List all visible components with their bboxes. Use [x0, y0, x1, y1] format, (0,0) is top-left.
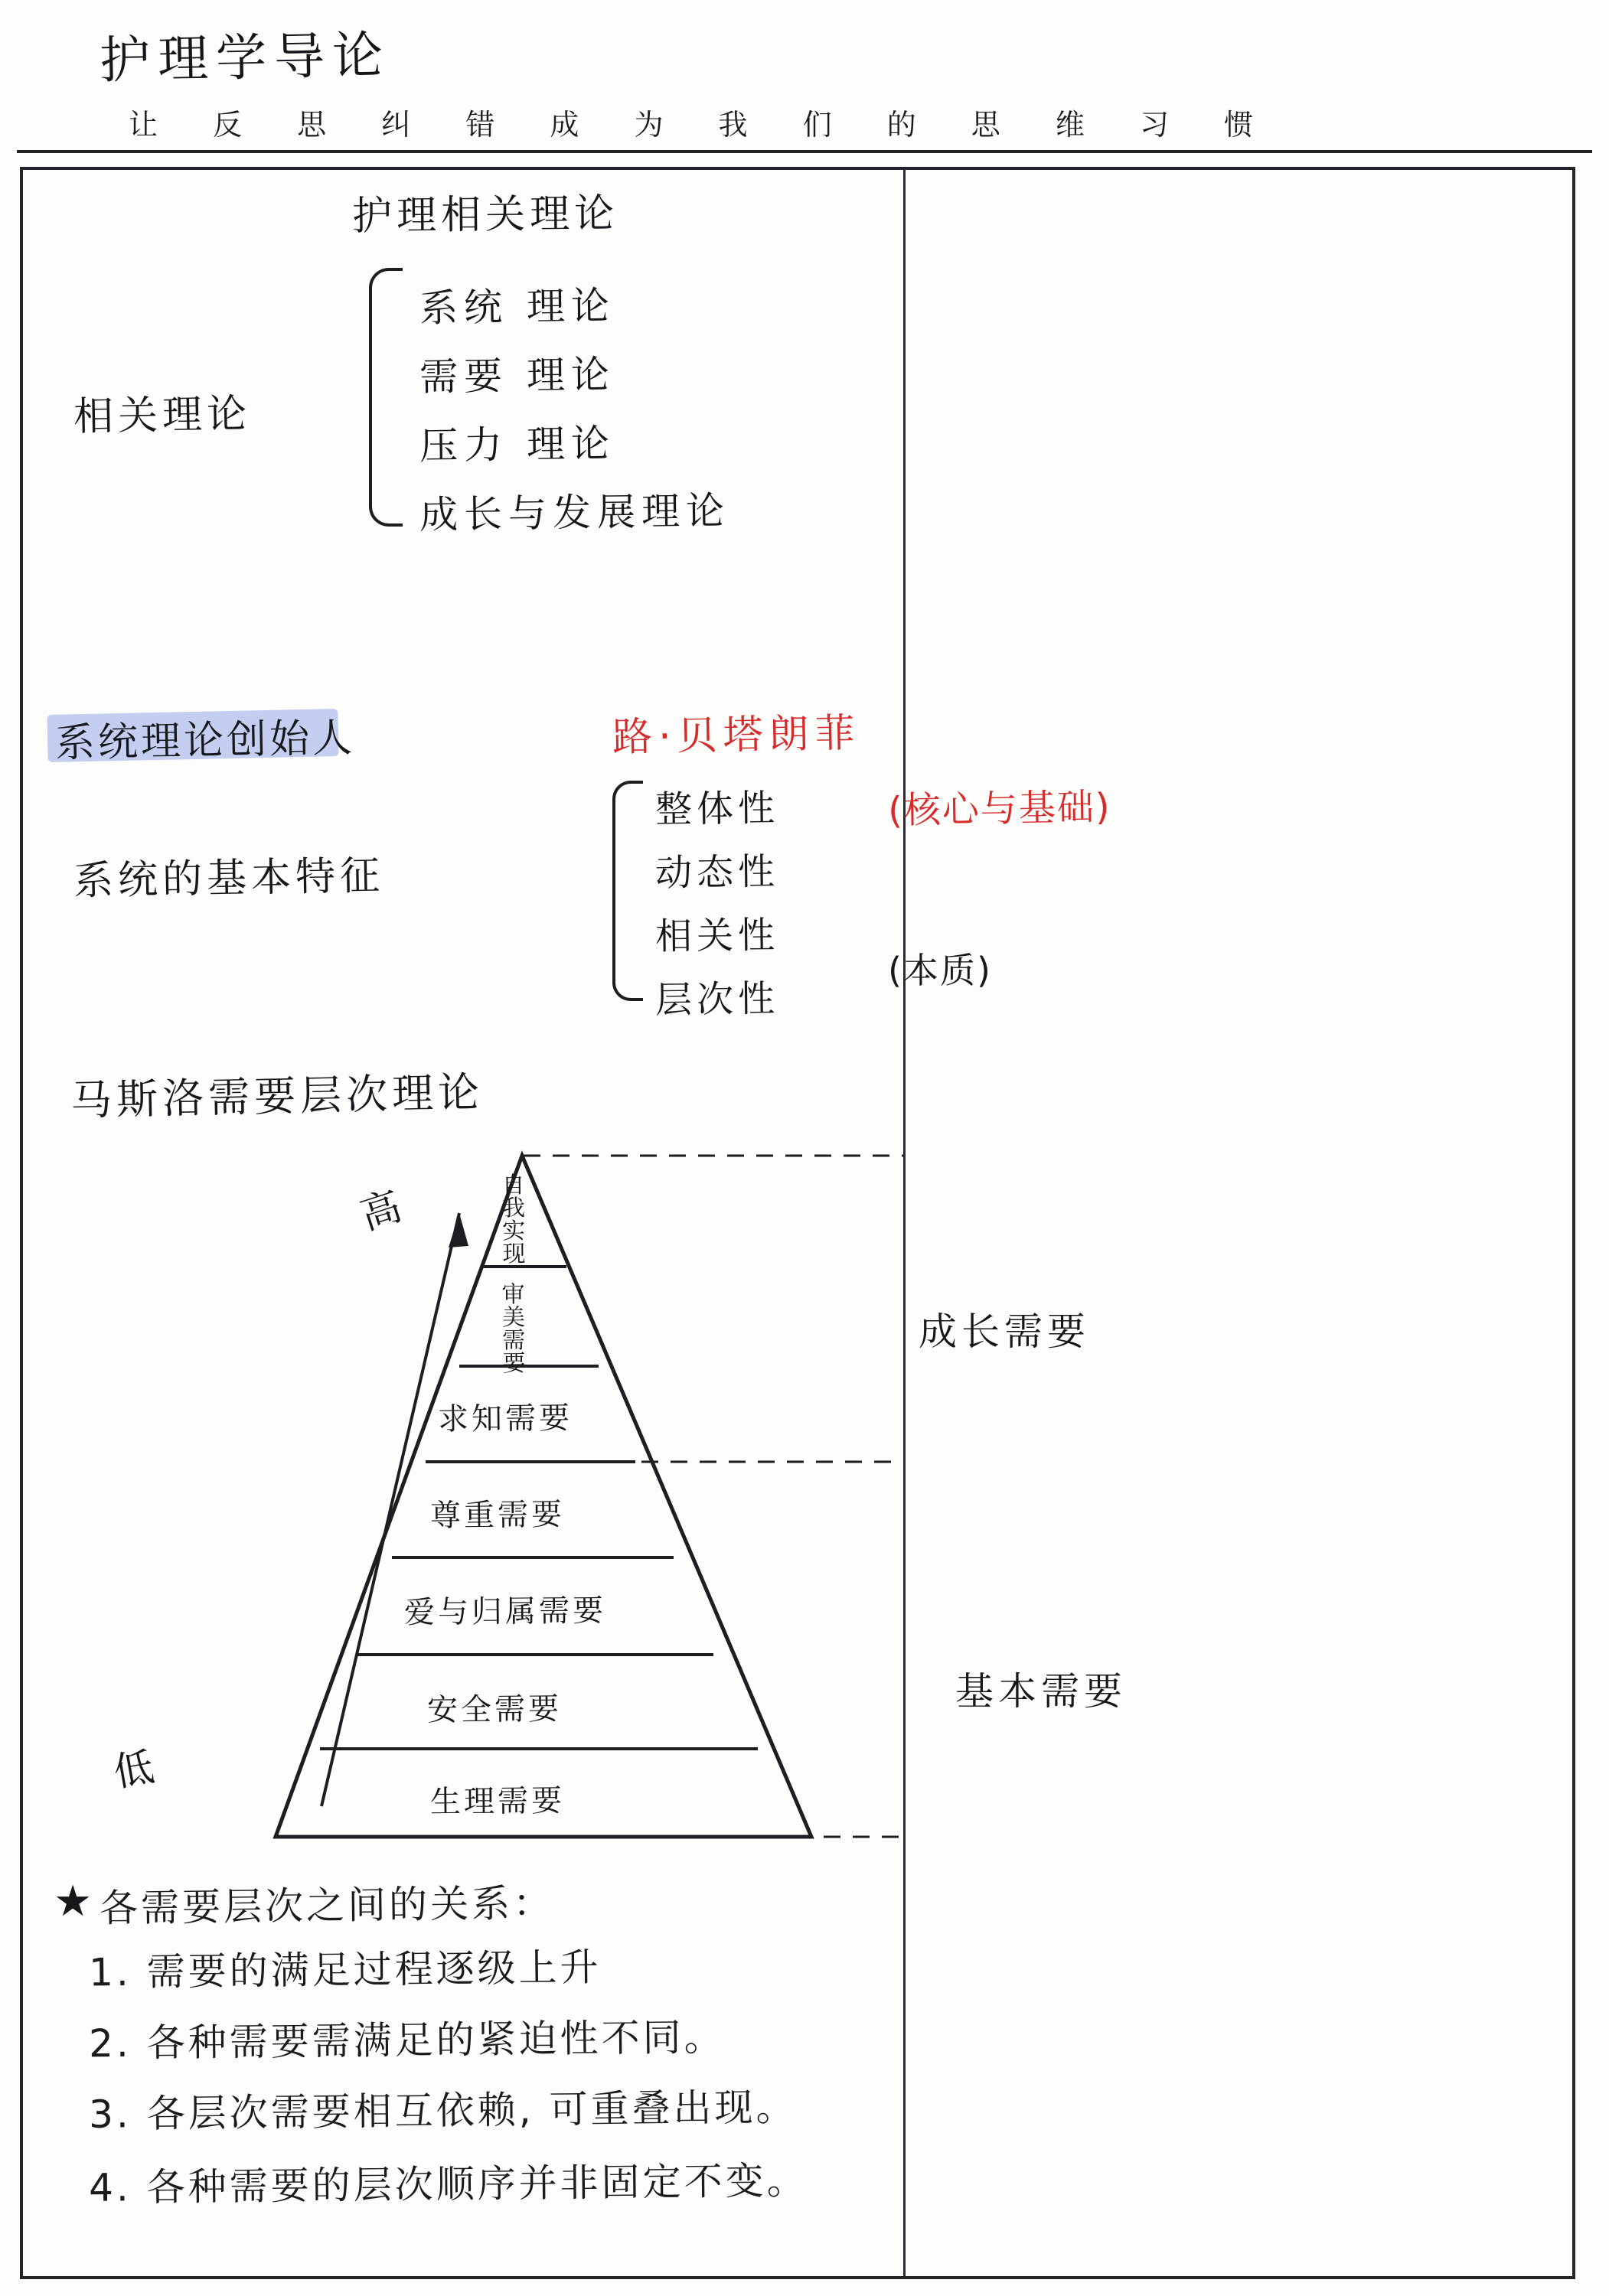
- tier-label: 求知需要: [437, 1401, 573, 1437]
- tier-label: 爱与归属需要: [403, 1593, 607, 1631]
- theories-list: [419, 276, 730, 551]
- list-item: 成长与发展理论: [419, 488, 731, 537]
- list-item: 相关性: [654, 914, 780, 958]
- maslow-title: 马斯洛需要层次理论: [70, 1068, 485, 1125]
- list-item: 系统 理论: [419, 283, 616, 331]
- note-item: 1. 需要的满足过程逐级上升: [88, 1945, 602, 1995]
- list-item: 压力 理论: [419, 421, 616, 468]
- note-item: 2. 各种需要需满足的紧迫性不同。: [88, 2014, 726, 2066]
- tier-label: 审美需要: [497, 1281, 525, 1375]
- section-theories-label: 相关理论: [73, 390, 252, 441]
- header-motto: 让 反 思 纠 错 成 为 我 们 的 思 维 习 惯: [129, 108, 1277, 142]
- tier-label: 安全需要: [426, 1691, 563, 1728]
- list-item: 层次性: [654, 977, 780, 1022]
- list-item: 需要 理论: [419, 352, 616, 400]
- tier-label: 尊重需要: [429, 1497, 566, 1534]
- list-item: 整体性: [654, 787, 780, 831]
- pyramid-svg: [230, 1140, 903, 1867]
- system-feature-label: 系统的基本特征: [73, 853, 385, 905]
- frame-vertical-rule: [903, 170, 906, 2276]
- brace-theories: [369, 268, 403, 527]
- brace-system-features: [612, 781, 643, 1001]
- star-icon: ★: [54, 1877, 93, 1926]
- section-theories-title: 护理相关理论: [351, 191, 619, 240]
- maslow-bracket-basic: 基本需要: [955, 1669, 1127, 1714]
- page-title: 护理学导论: [99, 25, 391, 90]
- system-founder-label: 系统理论创始人: [54, 715, 356, 767]
- system-feature-list: [655, 779, 779, 1033]
- maslow-axis-high: 高: [354, 1183, 407, 1240]
- list-item: 动态性: [654, 850, 780, 895]
- note-item: 4. 各种需要的层次顺序并非固定不变。: [88, 2158, 808, 2210]
- system-core-note: (核心与基础): [887, 785, 1112, 833]
- header-divider: [17, 150, 1592, 153]
- notes-heading: 各需要层次之间的关系：: [99, 1880, 555, 1931]
- system-essence-note: (本质): [888, 950, 992, 991]
- maslow-pyramid: [230, 1140, 903, 1867]
- maslow-axis-low: 低: [110, 1743, 158, 1796]
- tier-label: 生理需要: [429, 1783, 566, 1820]
- system-founder-name: 路·贝塔朗菲: [612, 710, 862, 761]
- tier-label: 自我实现: [497, 1172, 525, 1265]
- note-item: 3. 各层次需要相互依赖, 可重叠出现。: [88, 2085, 798, 2137]
- maslow-bracket-growth: 成长需要: [919, 1309, 1090, 1354]
